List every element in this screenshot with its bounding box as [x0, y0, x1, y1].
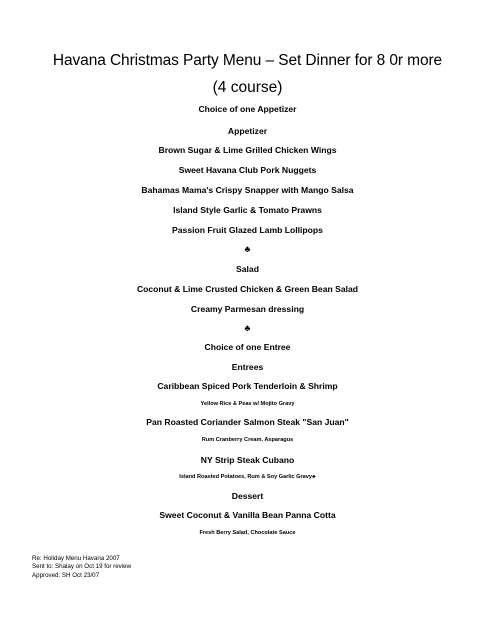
entree-item: Pan Roasted Coriander Salmon Steak "San Juan"	[146, 417, 349, 427]
entree-item: NY Strip Steak Cubano	[200, 455, 295, 465]
menu-title: Havana Christmas Party Menu – Set Dinner for 8 0r more	[52, 52, 443, 69]
appetizer-choice: Choice of one Appetizer	[198, 104, 297, 114]
entree-description: Island Roasted Potatoes, Rum & Soy Garlic Gravy♣	[179, 474, 316, 480]
appetizer-item: Brown Sugar & Lime Grilled Chicken Wings	[158, 145, 337, 155]
club-divider-icon: ♣	[244, 244, 251, 254]
entree-heading: Entrees	[231, 362, 264, 372]
salad-dressing: Creamy Parmesan dressing	[190, 304, 305, 314]
appetizer-item: Passion Fruit Glazed Lamb Lollipops	[172, 225, 323, 235]
dessert-item: Sweet Coconut & Vanilla Bean Panna Cotta	[159, 510, 336, 520]
appetizer-item: Sweet Havana Club Pork Nuggets	[178, 165, 317, 175]
footer-line: Re: Holiday Menu Havana 2007	[32, 555, 120, 562]
entree-item: Caribbean Spiced Pork Tenderloin & Shrimp	[157, 381, 338, 391]
dessert-description: Fresh Berry Salad, Chocolate Sauce	[199, 530, 296, 536]
appetizer-heading: Appetizer	[227, 126, 268, 136]
entree-description: Yellow Rice & Peas w/ Mojito Gravy	[200, 401, 295, 407]
menu-subtitle: (4 course)	[212, 79, 283, 96]
appetizer-item: Bahamas Mama's Crispy Snapper with Mango Salsa	[141, 185, 354, 195]
salad-item: Coconut & Lime Crusted Chicken & Green Bean Salad	[136, 284, 359, 294]
club-divider-icon: ♣	[244, 323, 251, 333]
footer-line: Approved: SH Oct 23/07	[32, 571, 100, 579]
footer-notes	[32, 555, 131, 580]
entree-choice: Choice of one Entree	[204, 342, 291, 352]
dessert-heading: Dessert	[231, 491, 264, 501]
salad-heading: Salad	[236, 264, 259, 274]
entree-description: Rum Cranberry Cream, Asparagus	[201, 437, 294, 443]
footer-line: Sent to: Shalay on Oct 19 for review	[32, 563, 132, 571]
appetizer-item: Island Style Garlic & Tomato Prawns	[173, 205, 322, 215]
